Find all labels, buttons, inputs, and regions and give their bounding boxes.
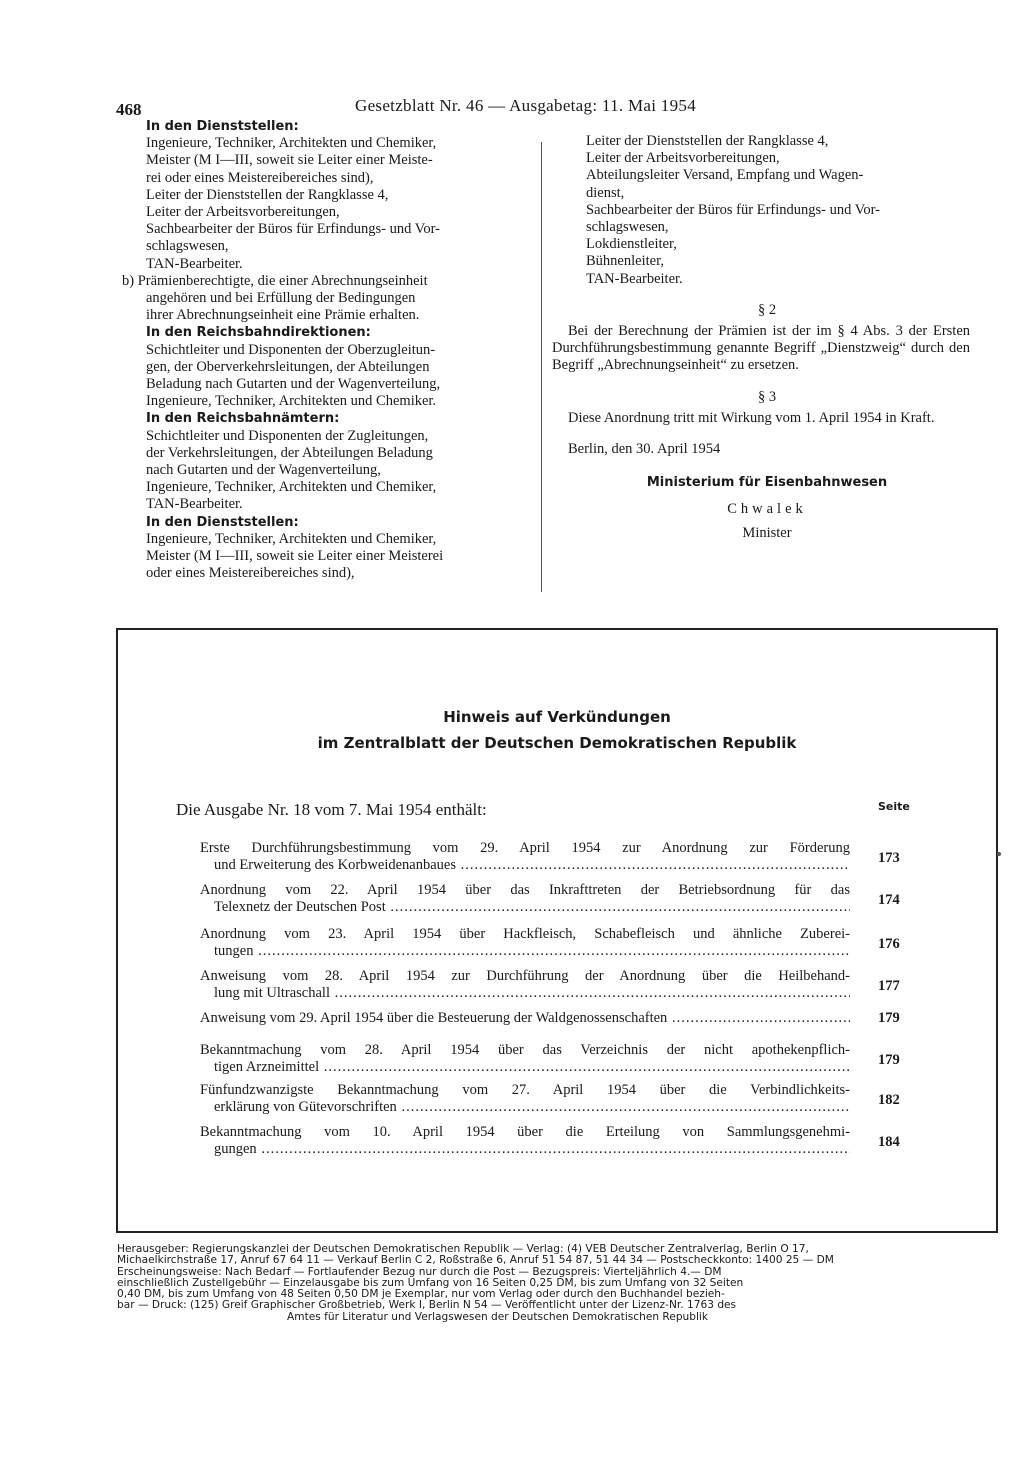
entry-title-cont: Telexnetz der Deutschen Post ..... (200, 899, 850, 916)
right-list (552, 133, 982, 288)
issue-line: Die Ausgabe Nr. 18 vom 7. Mai 1954 enthält: (176, 800, 487, 819)
section-3-text: Diese Anordnung tritt mit Wirkung vom 1. April 1954 in Kraft. (568, 409, 935, 426)
page-header: Gesetzblatt Nr. 46 — Ausgabetag: 11. Mai 1954 (355, 96, 697, 115)
notice-entry (200, 1124, 850, 1158)
imprint-footer (117, 1244, 983, 1323)
imprint-line: Erscheinungsweise: Nach Bedarf — Fortlaufender Bezug nur durch die Post — Bezugspreis: Vierteljährlich 4.— DM (117, 1265, 722, 1278)
entry-title-cont: erklärung von Gütevorschriften ..... (200, 1099, 850, 1116)
subheading: In den Dienststellen: (146, 119, 299, 134)
imprint-line: einschließlich Zustellgebühr — Einzelausgabe bis zum Umfang von 16 Seiten 0,25 DM, bis zum Umfang von 32 Seiten (117, 1276, 744, 1289)
imprint-line: bar — Druck: (125) Greif Graphischer Großbetrieb, Werk I, Berlin N 54 — Veröffentlicht unter der Lizenz-Nr. 1763 des (117, 1299, 737, 1312)
text-line: Ingenieure, Techniker, Architekten und Chemiker, (146, 135, 437, 152)
entry-page: 174 (878, 892, 900, 908)
imprint-line: Amtes für Literatur und Verlagswesen der Deutschen Demokratischen Republik (287, 1310, 709, 1323)
section-2-heading: § 2 (757, 301, 777, 318)
text-line: ihrer Abrechnungseinheit eine Prämie erhalten. (146, 307, 420, 324)
text-line: schlagswesen, (146, 238, 229, 255)
text-line: gen, der Oberverkehrsleitungen, der Abteilungen (146, 358, 430, 375)
text-line: Ingenieure, Techniker, Architekten und Chemiker, (146, 530, 437, 547)
text-line: Leiter der Dienststellen der Rangklasse 4, (586, 133, 829, 149)
text-line: nach Gutarten und der Wagenverteilung, (146, 462, 381, 479)
entry-title-cont: lung mit Ultraschall ..... (200, 985, 850, 1002)
entry-page: 179 (878, 1052, 900, 1068)
text-line: Abteilungsleiter Versand, Empfang und Wagen- (586, 167, 864, 184)
place-date: Berlin, den 30. April 1954 (568, 441, 721, 458)
entry-title: Fünfundzwanzigste Bekanntmachung vom 27. April 1954 über die Verbindlichkeits- (200, 1082, 850, 1098)
notice-entry (200, 840, 850, 874)
text-line: Meister (M I—III, soweit sie Leiter einer Meisterei (146, 548, 444, 565)
text-line: dienst, (586, 184, 625, 201)
left-column (122, 118, 534, 582)
entry-title-cont: tungen ..... (200, 943, 850, 960)
entry-title: Anweisung vom 29. April 1954 über die Besteuerung der Waldgenossenschaften ..... (200, 1010, 850, 1027)
notice-box (116, 628, 998, 1233)
entry-title-cont: und Erweiterung des Korbweidenanbaues ..... (200, 857, 850, 874)
notice-entry (200, 882, 850, 916)
column-divider (541, 142, 542, 592)
text-line: TAN-Bearbeiter. (586, 270, 683, 287)
text-line: TAN-Bearbeiter. (146, 255, 243, 272)
entry-page: 176 (878, 936, 900, 952)
right-column (552, 133, 982, 542)
text-line: Leiter der Arbeitsvorbereitungen, (586, 150, 780, 167)
entry-title: Bekanntmachung vom 28. April 1954 über das Verzeichnis der nicht apothekenpflich- (200, 1042, 850, 1058)
notice-title-1: Hinweis auf Verkündungen (443, 708, 671, 726)
signatory-title: Minister (742, 524, 792, 541)
subheading: In den Reichsbahndirektionen: (146, 325, 371, 341)
text-line: Leiter der Dienststellen der Rangklasse 4, (146, 186, 389, 203)
imprint-line: Herausgeber: Regierungskanzlei der Deutschen Demokratischen Republik — Verlag: (4) VEB Deutscher Zentralverlag, Berlin O 17, (117, 1243, 809, 1255)
section-3-heading: § 3 (757, 388, 777, 405)
notice-title-2: im Zentralblatt der Deutschen Demokratischen Republik (317, 734, 797, 752)
text-line: rei oder eines Meistereibereiches sind), (146, 169, 374, 186)
entry-title-cont: tigen Arzneimittel ..... (200, 1059, 850, 1076)
imprint-line: Michaelkirchstraße 17, Anruf 67 64 11 — Verkauf Berlin C 2, Roßstraße 6, Anruf 51 54 87, 51 44 34 — Postscheckkonto: 1400 25 — DM (117, 1254, 834, 1267)
text-line: Meister (M I—III, soweit sie Leiter einer Meiste- (146, 152, 433, 169)
signatory-name: Chwalek (727, 501, 807, 518)
text-line: TAN-Bearbeiter. (146, 496, 243, 513)
entry-page: 177 (878, 978, 900, 994)
entry-page: 173 (878, 850, 900, 866)
text-line: der Verkehrsleitungen, der Abteilungen Beladung (146, 444, 433, 461)
page-number: 468 (116, 100, 142, 119)
entry-title: Anordnung vom 23. April 1954 über Hackfleisch, Schabefleisch und ähnliche Zuberei- (200, 926, 850, 942)
text-line: Leiter der Arbeitsvorbereitungen, (146, 204, 340, 221)
text-line: oder eines Meistereibereiches sind), (146, 565, 355, 582)
notice-entry (200, 1010, 850, 1027)
text-line: Sachbearbeiter der Büros für Erfindungs- und Vor- (146, 221, 440, 238)
entry-page: 182 (878, 1092, 900, 1108)
entry-title: Anordnung vom 22. April 1954 über das Inkrafttreten der Betriebsordnung für das (200, 882, 850, 898)
imprint-line: 0,40 DM, bis zum Umfang von 48 Seiten 0,50 DM je Exemplar, nur vom Verlag oder durch den Buchhandel bezieh- (117, 1288, 725, 1301)
entry-title: Anweisung vom 28. April 1954 zur Durchführung der Anordnung über die Heilbehand- (200, 968, 850, 984)
notice-entry (200, 968, 850, 1002)
text-line: Bühnenleiter, (586, 253, 664, 270)
text-line: Lokdienstleiter, (586, 236, 677, 253)
notice-entry (200, 1082, 850, 1116)
text-line: angehören und bei Erfüllung der Bedingungen (146, 290, 416, 307)
text-line: Schichtleiter und Disponenten der Zugleitungen, (146, 427, 429, 444)
entry-page: 179 (878, 1010, 900, 1026)
text-line: Sachbearbeiter der Büros für Erfindungs- und Vor- (586, 201, 880, 218)
entry-page: 184 (878, 1134, 900, 1150)
entry-title-cont: gungen ..... (200, 1141, 850, 1158)
text-line: Beladung nach Gutarten und der Wagenverteilung, (146, 376, 441, 393)
entry-title: Erste Durchführungsbestimmung vom 29. April 1954 zur Anordnung zur Förderung (200, 840, 850, 856)
subheading: In den Reichsbahnämtern: (146, 411, 340, 427)
notice-entry (200, 1042, 850, 1076)
subheading: In den Dienststellen: (146, 514, 299, 530)
section-2-text: Bei der Berechnung der Prämien ist der im § 4 Abs. 3 der Ersten Durchführungsbestimmung genannte Begriff „Dienstzweig“ durch den Begriff „Abrechnungseinheit“ zu ersetzen. (552, 323, 970, 374)
text-line: Schichtleiter und Disponenten der Oberzugleitun- (146, 341, 436, 358)
text-line: Ingenieure, Techniker, Architekten und Chemiker, (146, 479, 437, 496)
margin-mark (997, 852, 1001, 856)
entry-title: Bekanntmachung vom 10. April 1954 über die Erteilung von Sammlungsgenehmi- (200, 1124, 850, 1140)
text-line: b) Prämienberechtigte, die einer Abrechnungseinheit (122, 272, 428, 289)
text-line: schlagswesen, (586, 219, 669, 236)
ministry-name: Ministerium für Eisenbahnwesen (646, 475, 888, 491)
notice-entry (200, 926, 850, 960)
page-column-header: Seite (878, 800, 910, 813)
text-line: Ingenieure, Techniker, Architekten und Chemiker. (146, 393, 437, 410)
